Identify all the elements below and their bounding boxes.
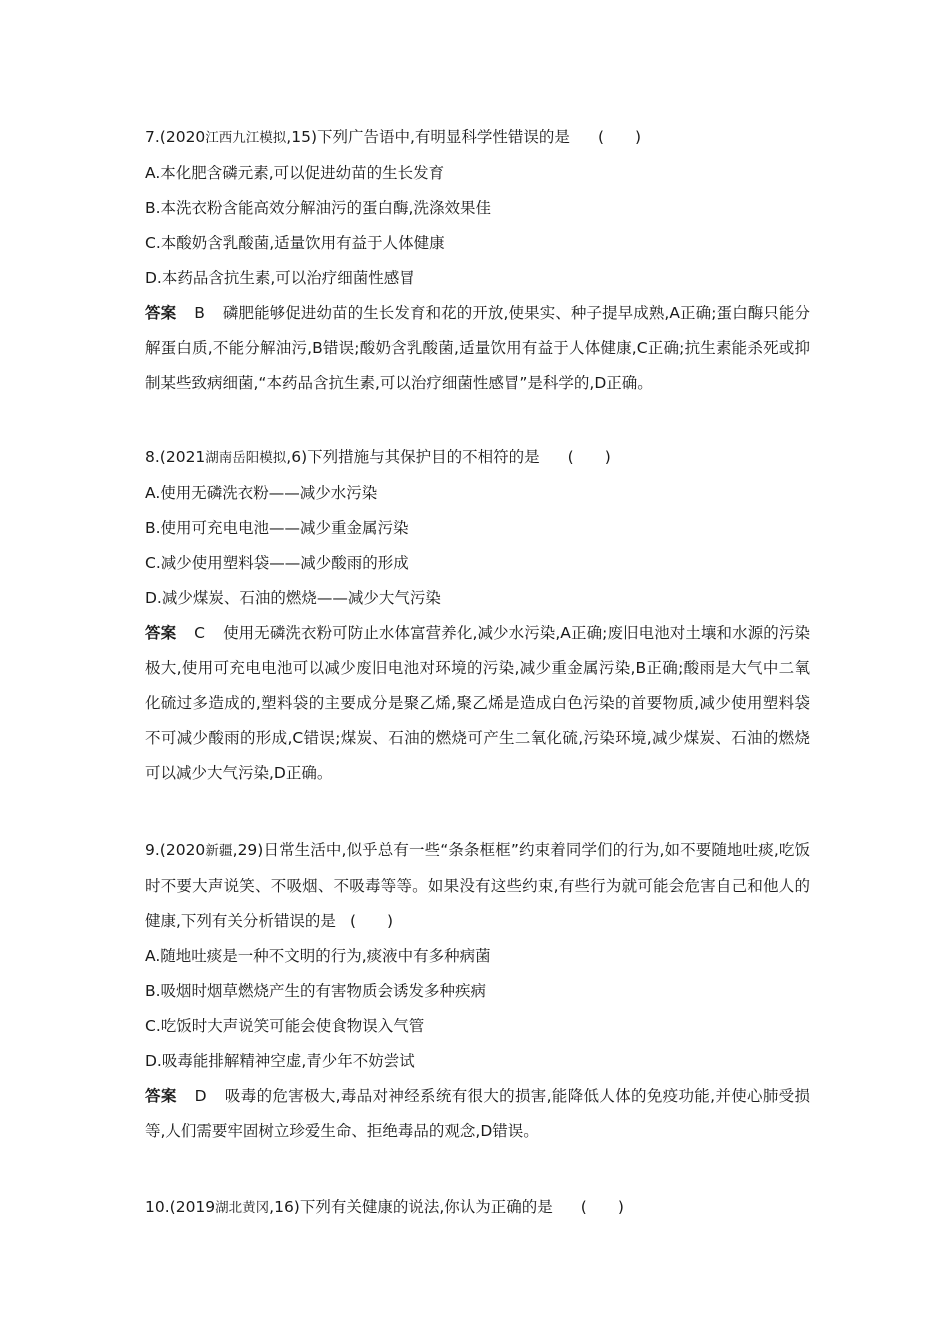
answer-blank: ( ): [597, 128, 642, 146]
answer-key: B: [194, 304, 205, 322]
option-b: B.本洗衣粉含能高效分解油污的蛋白酶,洗涤效果佳: [145, 199, 491, 217]
answer-explanation: 使用无磷洗衣粉可防止水体富营养化,减少水污染,A正确;废旧电池对土壤和水源的污染极大,使用可充电电池可以减少废旧电池对环境的污染,减少重金属污染,B正确;酸雨是大气中二氧化硫过多造成的,塑料袋的主要成分是聚乙烯,聚乙烯是造成白色污染的首要物质,减少使用塑料袋不可减少酸雨的形成,C错误;煤炭、石油的燃烧可产生二氧化硫,污染环境,减少煤炭、石油的燃烧可以减少大气污染,D正确。: [145, 624, 810, 782]
question-stem: [145, 1190, 810, 1226]
option-b: B.使用可充电电池——减少重金属污染: [145, 519, 409, 537]
question-text: 下列有关健康的说法,你认为正确的是: [299, 1198, 553, 1216]
option-a: A.本化肥含磷元素,可以促进幼苗的生长发育: [145, 164, 445, 182]
question-year: (2021: [159, 448, 206, 466]
question-8: [145, 440, 810, 791]
question-stem: [145, 120, 810, 156]
question-year: (2019: [169, 1198, 216, 1216]
answer-blank: ( ): [567, 448, 611, 466]
question-9: [145, 833, 810, 1149]
option-d: D.减少煤炭、石油的燃烧——减少大气污染: [145, 589, 441, 607]
question-number: 10.: [145, 1198, 170, 1216]
answer-label: 答案: [145, 304, 177, 322]
question-source-index: ,6): [286, 448, 308, 466]
question-number: 8.: [145, 448, 160, 466]
question-stem: [145, 833, 810, 939]
question-year: (2020: [159, 128, 206, 146]
option-b: B.吸烟时烟草燃烧产生的有害物质会诱发多种疾病: [145, 982, 487, 1000]
option-c: C.本酸奶含乳酸菌,适量饮用有益于人体健康: [145, 234, 445, 252]
question-source-index: ,16): [269, 1198, 300, 1216]
answer-key: C: [194, 624, 205, 642]
option-d: D.吸毒能排解精神空虚,青少年不妨尝试: [145, 1052, 415, 1070]
answer-explanation: 吸毒的危害极大,毒品对神经系统有很大的损害,能降低人体的免疫功能,并使心肺受损等,人们需要牢固树立珍爱生命、拒绝毒品的观念,D错误。: [145, 1087, 810, 1140]
question-year: (2020: [159, 841, 206, 859]
option-c: C.减少使用塑料袋——减少酸雨的形成: [145, 554, 409, 572]
answer-explanation: 磷肥能够促进幼苗的生长发育和花的开放,使果实、种子提早成熟,A正确;蛋白酶只能分解蛋白质,不能分解油污,B错误;酸奶含乳酸菌,适量饮用有益于人体健康,C正确;抗生素能杀死或抑制某些致病细菌,“本药品含抗生素,可以治疗细菌性感冒”是科学的,D正确。: [145, 304, 810, 392]
question-source: 湖南岳阳模拟: [205, 450, 287, 466]
question-source: 新疆: [205, 843, 233, 859]
question-source: 湖北黄冈: [215, 1200, 270, 1216]
answer-label: 答案: [145, 624, 177, 642]
option-a: A.使用无磷洗衣粉——减少水污染: [145, 484, 378, 502]
answer-key: D: [194, 1087, 207, 1105]
question-text: 下列广告语中,有明显科学性错误的是: [317, 128, 570, 146]
question-text: 日常生活中,似乎总有一些“条条框框”约束着同学们的行为,如不要随地吐痰,吃饭时不要大声说笑、不吸烟、不吸毒等等。如果没有这些约束,有些行为就可能会危害自己和他人的健康,下列有关分析错误的是: [145, 841, 811, 930]
question-number: 7.: [145, 128, 160, 146]
question-text: 下列措施与其保护目的不相符的是: [307, 448, 540, 466]
option-d: D.本药品含抗生素,可以治疗细菌性感冒: [145, 269, 415, 287]
answer-blank: ( ): [349, 912, 394, 930]
question-7: [145, 120, 810, 401]
question-source-index: ,29): [232, 841, 264, 859]
question-source: 江西九江模拟: [205, 130, 287, 146]
option-c: C.吃饭时大声说笑可能会使食物误入气管: [145, 1017, 425, 1035]
answer-label: 答案: [145, 1087, 177, 1105]
answer-block: [145, 616, 810, 791]
question-number: 9.: [145, 841, 160, 859]
answer-blank: ( ): [580, 1198, 624, 1216]
answer-block: [145, 1079, 810, 1149]
option-a: A.随地吐痰是一种不文明的行为,痰液中有多种病菌: [145, 947, 491, 965]
question-stem: [145, 440, 810, 476]
question-source-index: ,15): [286, 128, 317, 146]
answer-block: [145, 296, 810, 401]
question-10: [145, 1190, 810, 1226]
